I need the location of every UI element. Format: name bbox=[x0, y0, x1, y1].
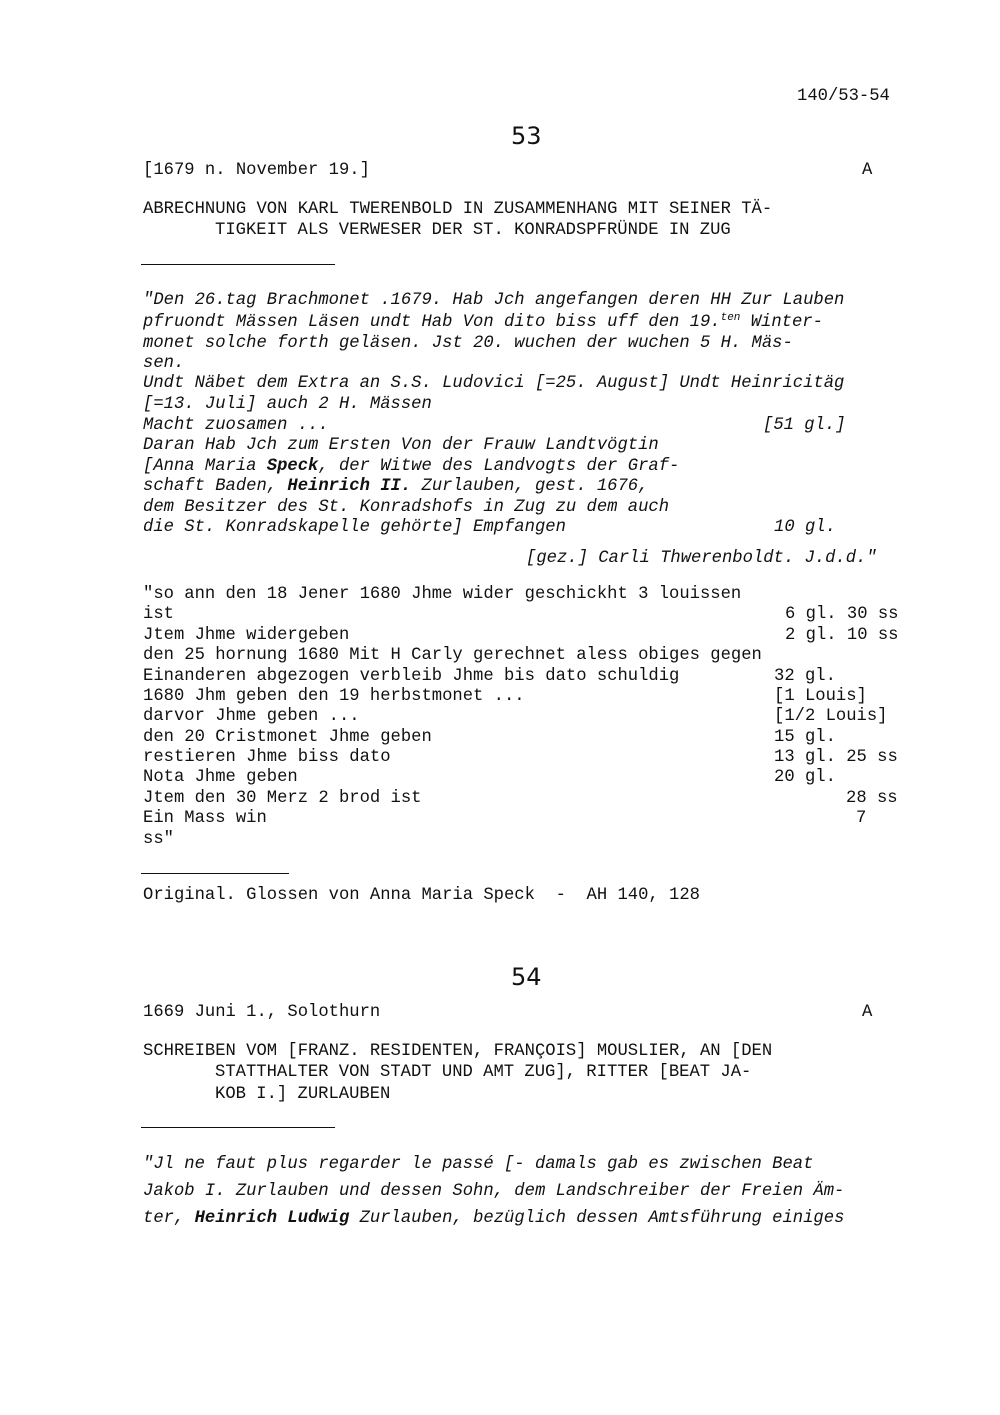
ledger-amount: 28 ss bbox=[846, 789, 898, 808]
ledger-amount: [1/2 Louis] bbox=[774, 707, 888, 726]
ledger-text: ist bbox=[143, 605, 174, 624]
doc-53-signature: [gez.] Carli Thwerenboldt. J.d.d." bbox=[526, 549, 877, 568]
doc-53-quote-line: "Den 26.tag Brachmonet .1679. Hab Jch angefangen deren HH Zur Lauben bbox=[143, 291, 845, 310]
doc-53-quote-line: Daran Hab Jch zum Ersten Von der Frauw Landtvögtin bbox=[143, 436, 659, 455]
doc-53-quote-line: [=13. Juli] auch 2 H. Mässen bbox=[143, 395, 432, 414]
doc-54-quote-line: Jakob I. Zurlauben und dessen Sohn, dem Landschreiber der Freien Äm- bbox=[143, 1182, 845, 1201]
doc-54-letter: A bbox=[862, 1003, 873, 1022]
doc-53-quote-line: Macht zuosamen ... bbox=[143, 416, 329, 435]
ledger-text: Jtem den 30 Merz 2 brod ist bbox=[143, 789, 422, 808]
ledger-amount: [1 Louis] bbox=[774, 687, 867, 706]
ledger-amount: 7 bbox=[856, 809, 867, 828]
doc-53-letter: A bbox=[862, 161, 873, 180]
ledger-amount: 32 gl. bbox=[774, 667, 836, 686]
ledger-amount: 2 gl. 10 ss bbox=[785, 626, 899, 645]
ledger-text: den 25 hornung 1680 Mit H Carly gerechnet aless obiges gegen bbox=[143, 646, 762, 665]
doc-54-quote-line: "Jl ne faut plus regarder le passé [- damals gab es zwischen Beat bbox=[143, 1155, 814, 1174]
page-reference: 140/53-54 bbox=[797, 87, 890, 106]
ledger-amount: 15 gl. bbox=[774, 728, 836, 747]
doc-54-number: 54 bbox=[511, 963, 542, 991]
ledger-amount: 6 gl. 30 ss bbox=[785, 605, 899, 624]
ledger-text: restieren Jhme biss dato bbox=[143, 748, 391, 767]
doc-53-title-line-1: ABRECHNUNG VON KARL TWERENBOLD IN ZUSAMMENHANG MIT SEINER TÄ- bbox=[143, 200, 773, 219]
ledger-amount: 13 gl. 25 ss bbox=[774, 748, 898, 767]
ledger-text: Jtem Jhme widergeben bbox=[143, 626, 350, 645]
doc-54-title-line-1: SCHREIBEN VOM [FRANZ. RESIDENTEN, FRANÇOIS] MOUSLIER, AN [DEN bbox=[143, 1042, 773, 1061]
doc-53-quote-line: dem Besitzer des St. Konradshofs in Zug zu dem auch bbox=[143, 498, 670, 517]
ledger-text: Nota Jhme geben bbox=[143, 768, 298, 787]
doc-53-quote-line: sen. bbox=[143, 354, 185, 373]
bold-name-heinrich: Heinrich II. bbox=[287, 477, 412, 496]
doc-53-quote-line: pfruondt Mässen Läsen undt Hab Von dito biss uff den 19.$^{ten}$ Winter- bbox=[143, 312, 823, 332]
doc-53-note-divider bbox=[141, 873, 289, 874]
doc-53-quote-line: Undt Näbet dem Extra an S.S. Ludovici [=25. August] Undt Heinricitäg bbox=[143, 374, 845, 393]
doc-54-quote-line: ter, Heinrich Ludwig Zurlauben, bezüglich dessen Amtsführung einiges bbox=[143, 1209, 845, 1228]
doc-53-divider bbox=[141, 264, 335, 265]
doc-53-title-line-2: TIGKEIT ALS VERWESER DER ST. KONRADSPFRÜNDE IN ZUG bbox=[215, 221, 731, 240]
bold-name-heinrich-ludwig: Heinrich Ludwig bbox=[194, 1209, 350, 1228]
ledger-amount: 20 gl. bbox=[774, 768, 836, 787]
doc-53-quote-amount: [51 gl.] bbox=[763, 416, 846, 435]
ledger-text: ss" bbox=[143, 830, 174, 849]
ledger-text: den 20 Cristmonet Jhme geben bbox=[143, 728, 432, 747]
doc-53-quote-line: die St. Konradskapelle gehörte] Empfangen bbox=[143, 518, 566, 537]
doc-53-quote-line: [Anna Maria Speck, der Witwe des Landvogts der Graf- bbox=[143, 457, 680, 476]
doc-53-quote-line: schaft Baden, Heinrich II. Zurlauben, gest. 1676, bbox=[143, 477, 649, 496]
ledger-text: darvor Jhme geben ... bbox=[143, 707, 360, 726]
doc-53-quote-line: monet solche forth geläsen. Jst 20. wuchen der wuchen 5 H. Mäs- bbox=[143, 334, 793, 353]
doc-53-number: 53 bbox=[511, 122, 542, 150]
ledger-text: 1680 Jhm geben den 19 herbstmonet ... bbox=[143, 687, 525, 706]
ledger-text: Ein Mass win bbox=[143, 809, 267, 828]
ledger-text: "so ann den 18 Jener 1680 Jhme wider geschickht 3 louissen bbox=[143, 585, 742, 604]
doc-53-source-note: Original. Glossen von Anna Maria Speck - AH 140, 128 bbox=[143, 886, 700, 905]
bold-name-speck: Speck bbox=[266, 457, 319, 476]
doc-53-quote-amount: 10 gl. bbox=[774, 518, 836, 537]
ledger-text: Einanderen abgezogen verbleib Jhme bis dato schuldig bbox=[143, 667, 680, 686]
doc-54-title-line-3: KOB I.] ZURLAUBEN bbox=[215, 1085, 391, 1104]
doc-54-date: 1669 Juni 1., Solothurn bbox=[143, 1003, 381, 1022]
doc-54-title-line-2: STATTHALTER VON STADT UND AMT ZUG], RITTER [BEAT JA- bbox=[215, 1063, 752, 1082]
doc-54-divider bbox=[141, 1127, 335, 1128]
doc-53-date: [1679 n. November 19.] bbox=[143, 161, 370, 180]
